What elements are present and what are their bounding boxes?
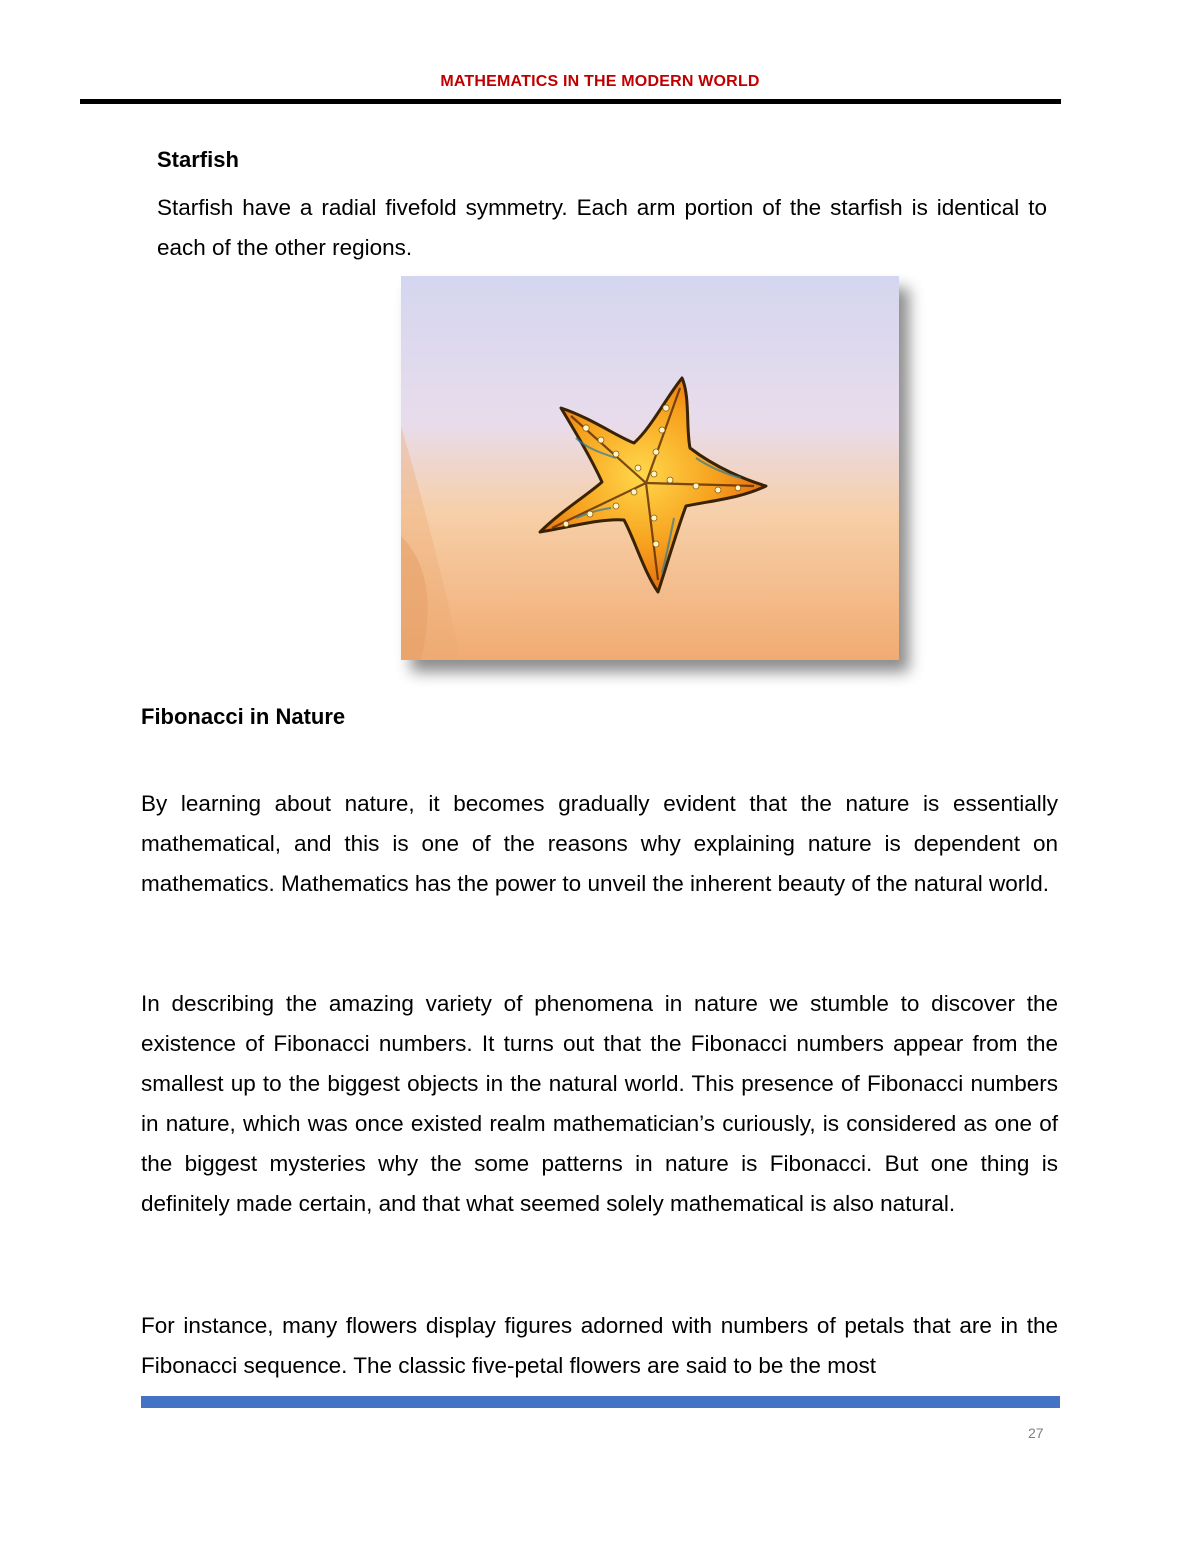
starfish-figure [401, 276, 899, 660]
running-header: MATHEMATICS IN THE MODERN WORLD [440, 73, 760, 90]
section-heading-fibonacci: Fibonacci in Nature [141, 704, 346, 729]
fibonacci-paragraph-1: By learning about nature, it becomes gradually evident that the nature is essentially mathematical, and this is one of the reasons why explaining nature is dependent on mathematics. Mathematics has the power to unveil the inherent beauty of the natural world. [141, 791, 1058, 896]
fibonacci-paragraph-3: For instance, many flowers display figures adorned with numbers of petals that are in the Fibonacci sequence. The classic five-petal flowers are said to be the most [141, 1313, 1058, 1378]
header-rule [80, 99, 1061, 104]
starfish-illustration-icon [401, 276, 899, 660]
page-number: 27 [1028, 1425, 1044, 1441]
section-heading-starfish: Starfish [157, 147, 239, 172]
footer-rule [141, 1396, 1060, 1408]
starfish-paragraph: Starfish have a radial fivefold symmetry. Each arm portion of the starfish is identical to each of the other regions. [157, 195, 1047, 260]
fibonacci-paragraph-2: In describing the amazing variety of phenomena in nature we stumble to discover the existence of Fibonacci numbers. It turns out that the Fibonacci numbers appear from the smallest up to the biggest objects in the natural world. This presence of Fibonacci numbers in nature, which was once existed realm mathematician’s curiously, is considered as one of the biggest mysteries why the some patterns in nature is Fibonacci. But one thing is definitely made certain, and that what seemed solely mathematical is also natural. [141, 991, 1058, 1216]
